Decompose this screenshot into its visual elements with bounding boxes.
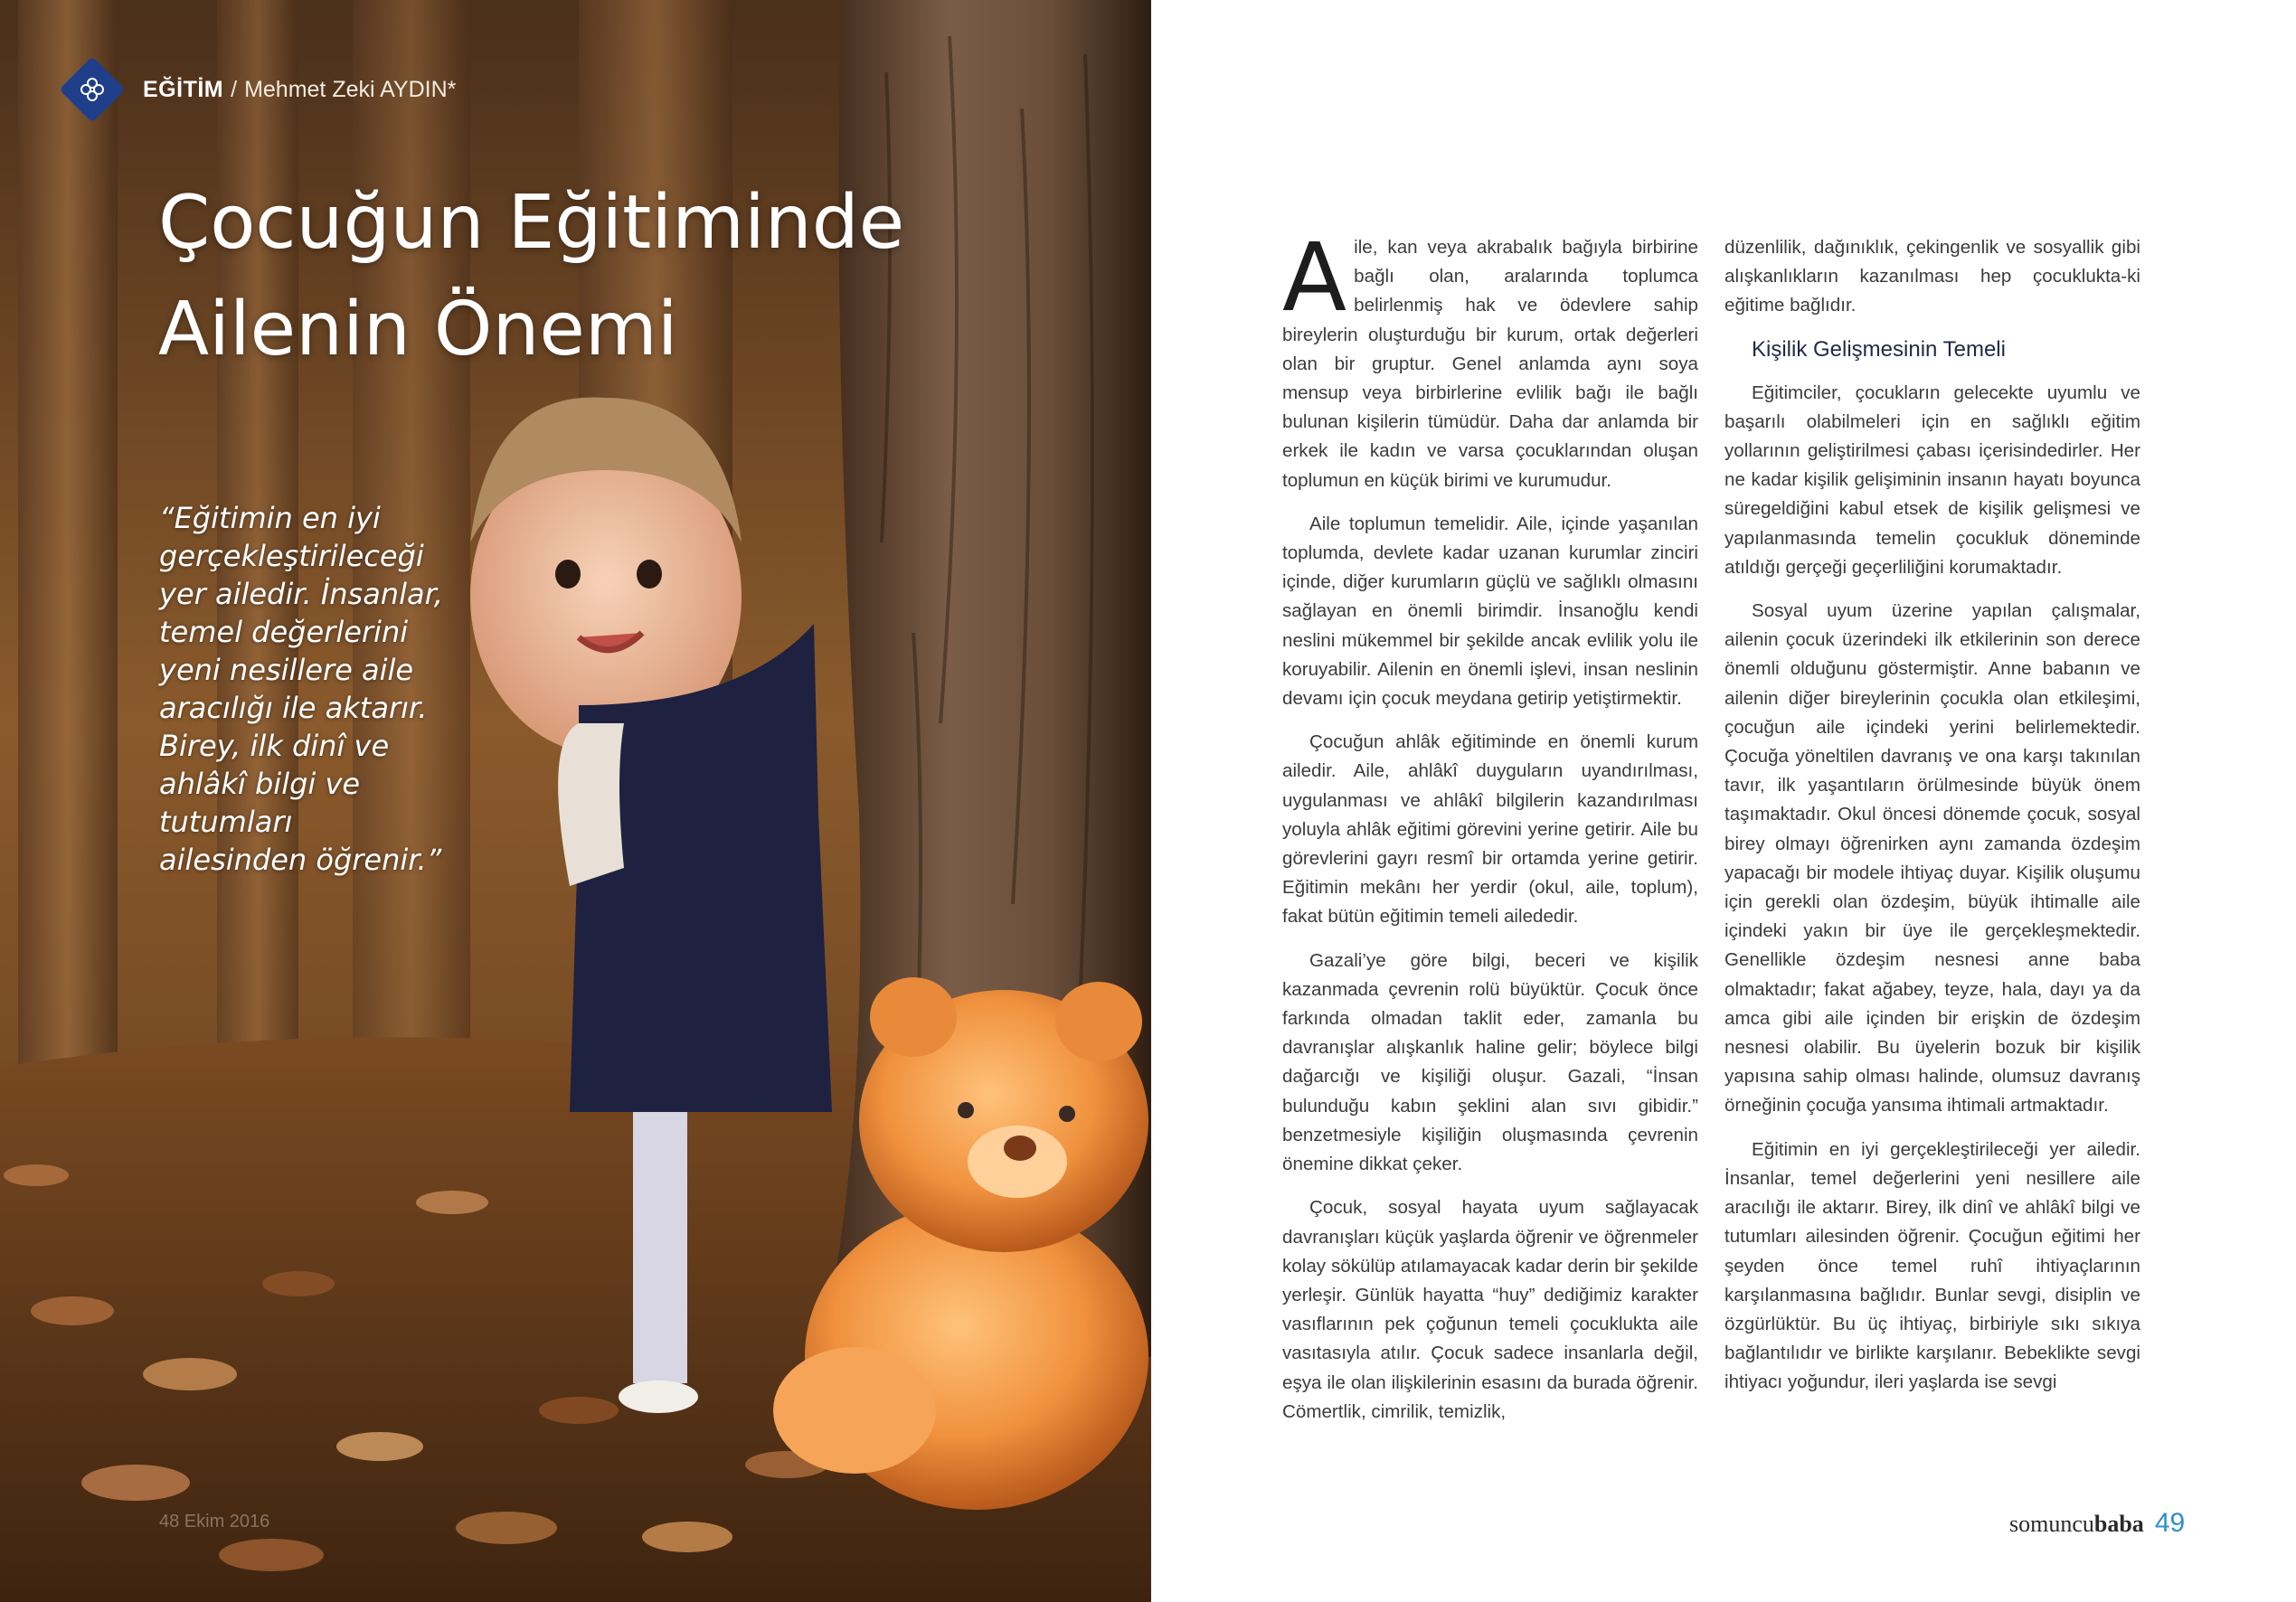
drop-cap: A	[1282, 222, 1347, 333]
paragraph: Eğitimciler, çocukların gelecekte uyumlu ve başarılı olabilmeleri için en sağlıklı eğitim yollarının geliştirilmesi çabası içerisindedirler. Her ne kadar kişilik gelişiminin insanın hayatı boyunca süregeldiğini kabul etsek de kişilik gelişmesi ve yapılanmasında temelin çocukluk döneminde atıldığı gerçeği geçerliliğini korumaktadır.	[1724, 382, 2140, 578]
magazine-footer	[2009, 1508, 2185, 1539]
paragraph: düzenlilik, dağınıklık, çekingenlik ve sosyallik gibi alışkanlıkların kazanılması hep çocuklukta-ki eğitime bağlıdır.	[1724, 237, 2140, 316]
paragraph: Aile toplumun temelidir. Aile, içinde yaşanılan toplumda, devlete kadar uzanan kurumlar zinciri içinde, diğer kurumların güçlü ve sağlıklı olmasını sağlayan en önemli birimdir. İnsanoğlu kendi neslini mükemmel bir şekilde ancak evlilik yolu ile koruyabilir. Ailenin en önemli işlevi, insan neslinin devamı için çocuk meydana getirip yetiştirmektir.	[1282, 513, 1698, 710]
category-label: EĞİTİM	[143, 76, 224, 102]
brand-name-part-1: somuncu	[2009, 1511, 2094, 1537]
paragraph-text: ile, kan veya akrabalık bağıyla birbirine bağlı olan, aralarında toplumca belirlenmiş hak ve ödevlere sahip bireylerin oluşturduğu bir kurum, ortak değerleri olan bir gruptur. Genel anlamda aynı soya mensup veya birbirlerine evlilik bağı ile bağlı bulunan kişilerin tümüdür. Daha dar anlamda bir erkek ile kadın ve varsa çocuklarından oluşan toplumun en küçük birimi ve kurumudur.	[1282, 237, 1698, 491]
text-column-1	[1282, 222, 1698, 1441]
paragraph: Çocuğun ahlâk eğitiminde en önemli kurum ailedir. Aile, ahlâkî duyguların uyandırılması, uygulanması ve ahlâkî bilgilerin kazandırılması yoluyla ahlâk eğitimi görevini yerine getirir. Aile bu görevlerini gayrı resmî bir ortamda yerine getirir. Eğitimin mekânı her yerdir (okul, aile, toplum), fakat bütün eğitimin temeli ailededir.	[1282, 731, 1698, 928]
author-name: Mehmet Zeki AYDIN*	[244, 76, 457, 102]
page-number: 49	[2154, 1508, 2186, 1538]
paragraph: Gazali’ye göre bilgi, beceri ve kişilik kazanmada çevrenin rolü büyüktür. Çocuk önce farkında olmadan taklit eder, zamanla bu davranışlar alışkanlık haline gelir; böylece bilgi dağarcığı ve kişiliği oluşur. Gazali, “İnsan bulunduğu kabın şeklini alan sıvı gibidir.” benzetmesiyle kişiliğin oluşmasında çevrenin önemine dikkat çeker.	[1282, 949, 1698, 1175]
paragraph: Eğitimin en iyi gerçekleştirileceği yer ailedir. İnsanlar, temel değerlerini yeni nesillere aile aracılığı ile aktarır. Birey, ilk dinî ve ahlâkî bilgi ve tutumları ailesinden öğrenir. Çocuğun eğitimi her şeyden önce temel ruhî ihtiyaçlarının karşılanmasına bağlıdır. Bunlar sevgi, disiplin ve özgürlüktür. Bu üç ihtiyaç, birbiriyle sıkı sıkıya bağlantılıdır ve birlikte karşılanır. Bebeklikte sevgi ihtiyacı yoğundur, ileri yaşlarda ise sevgi	[1724, 1138, 2140, 1393]
diamond-ornament-icon	[59, 56, 126, 123]
paragraph	[1282, 222, 1698, 495]
kicker-separator: /	[231, 76, 238, 102]
pull-quote: “Eğitimin en iyi gerçekleştirileceği yer ailedir. İnsanlar, temel değerlerini yeni nesillere aile aracılığı ile aktarır. Birey, ilk dinî ve ahlâkî bilgi ve tutumları ailesinden öğrenir.”	[159, 501, 443, 877]
section-kicker	[61, 60, 456, 119]
brand-name-part-2: baba	[2093, 1511, 2144, 1537]
paragraph: Çocuk, sosyal hayata uyum sağlayacak davranışları küçük yaşlarda öğrenir ve öğrenmeler kolay sökülüp atılamayacak kadar derin bir şekilde yerleşir. Günlük hayatta “huy” dediğimiz karakter vasıflarının pek çoğunun temeli çocuklukta aile vasıtasıyla atılır. Çocuk sadece insanlarla değil, eşya ile olan ilişkilerinin esasını da burada öğrenir. Cömertlik, cimrilik, temizlik,	[1282, 1197, 1698, 1422]
title-line-1: Çocuğun Eğitiminde	[158, 180, 905, 266]
title-line-2: Ailenin Önemi	[158, 287, 678, 372]
paragraph: Sosyal uyum üzerine yapılan çalışmalar, ailenin çocuk üzerindeki ilk etkilerinin son derece önemli olduğunu göstermiştir. Anne babanın ve ailenin diğer bireylerinin çocukla olan etkileşimi, çocuğun aile içindeki yerini belirlemektedir. Çocuğa yöneltilen davranış ve ona karşı takınılan tavır, ilk yaşantıların örülmesinde büyük önem taşımaktadır. Okul öncesi dönemde çocuk, sosyal birey olmayı öğrenirken aynı zamanda özdeşim yapacağı bir modele ihtiyaç duyar. Kişilik oluşumu için gerekli olan özdeşim, büyük ihtimalle aile içindeki yakın bir üye ile gerçekleşmektedir. Genellikle özdeşim nesnesi anne baba olmaktadır; fakat ağabey, teyze, hala, dayı ya da amca gibi aile içinden bir erişkin de özdeşim nesnesi olabilir. Bu üyelerin bozuk bir kişilik yapısına sahip olması halinde, olumsuz davranış örneğinin çocuğa yansıma ihtimali artmaktadır.	[1724, 600, 2140, 1117]
left-page-folio: 48 Ekim 2016	[159, 1512, 270, 1531]
article-title	[158, 170, 972, 383]
text-column-2	[1724, 233, 2140, 1412]
section-subheading: Kişilik Gelişmesinin Temeli	[1752, 336, 2006, 362]
